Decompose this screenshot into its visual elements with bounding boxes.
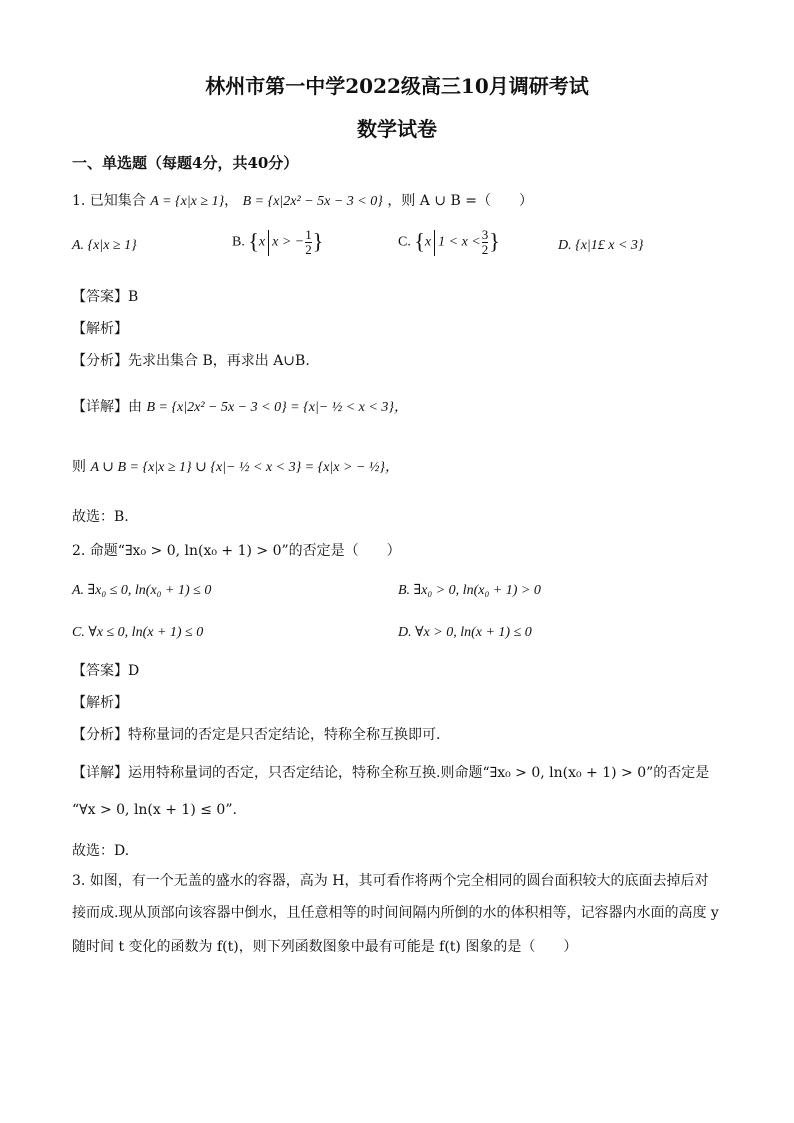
q1-suffix: ，则 A ∪ B =（ ） <box>387 193 533 209</box>
exam-subtitle: 数学试卷 <box>357 117 437 141</box>
q1-detail-label: 【详解】由 <box>72 399 142 415</box>
q3-line-3: 随时间 t 变化的函数为 f(t)，则下列函数图象中最有可能是 f(t) 图象的是（ ） <box>72 939 578 955</box>
q2-option-b: B. ∃x₀ > 0, ln(x₀ + 1) > 0 <box>398 583 541 598</box>
q1-stem: 1. 已知集合 A = {x|x ≥ 1}， B = {x|2x² − 5x − 3 < 0} ，则 A ∪ B =（ ） <box>72 193 533 209</box>
q2-answer: 【答案】D <box>72 663 140 679</box>
q1-option-c-label: C. <box>398 234 411 250</box>
q1-choose: 故选：B. <box>72 509 129 525</box>
q1-set-a: A = {x|x ≥ 1} <box>150 194 225 209</box>
q3-line-1: 3. 如图，有一个无盖的盛水的容器，高为 H，其可看作将两个完全相同的圆台面积较大的底面去掉后对 <box>72 873 709 889</box>
q1-option-b-label: B. <box>232 234 245 250</box>
q1-detail-math-2: A ∪ B = {x|x ≥ 1} ∪ {x|− ½ < x < 3} = {x|x > − ½}， <box>90 460 399 475</box>
q1-prefix: 1. 已知集合 <box>72 193 146 209</box>
q2-option-d: D. ∀x > 0, ln(x + 1) ≤ 0 <box>398 625 532 640</box>
q1-set-b: B = {x|2x² − 5x − 3 < 0} <box>242 194 383 209</box>
q2-analysis-head: 【解析】 <box>72 695 128 711</box>
q2-choose: 故选：D. <box>72 843 130 859</box>
q2-analysis: 【分析】特称量词的否定是只否定结论，特称全称互换即可. <box>72 727 441 743</box>
q1-detail-2-prefix: 则 <box>72 459 86 475</box>
q1-detail-2 <box>72 456 399 476</box>
q2-detail-cont: “∀x > 0, ln(x + 1) ≤ 0”. <box>72 802 237 818</box>
q1-analysis-head: 【解析】 <box>72 321 128 337</box>
q1-detail-math-1: B = {x|2x² − 5x − 3 < 0} = {x|− ½ < x < 3}， <box>146 400 408 415</box>
q1-option-d: D. {x|1£ x < 3} <box>558 238 644 253</box>
q1-option-b: B. {x x > − $\frac{1}{2}$ } <box>232 227 324 257</box>
q1-option-c-text: 1 < x < <box>438 234 481 250</box>
q1-analysis: 【分析】先求出集合 B，再求出 A∪B. <box>72 353 310 369</box>
q3-line-2: 接而成.现从顶部向该容器中倒水，且任意相等的时间间隔内所倒的水的体积相等，记容器内水面的高度 y <box>72 905 719 921</box>
q2-option-a: A. ∃x₀ ≤ 0, ln(x₀ + 1) ≤ 0 <box>72 583 212 598</box>
q1-option-b-text: x > − <box>272 234 305 250</box>
q2-option-c: C. ∀x ≤ 0, ln(x + 1) ≤ 0 <box>72 625 204 640</box>
q1-option-a: A. {x|x ≥ 1} <box>72 238 137 253</box>
q1-option-c-frac: $\frac{3}{2}$ <box>481 227 489 257</box>
q1-option-c: C. {x 1 < x < $\frac{3}{2}$ } <box>398 227 500 257</box>
q2-stem: 2. 命题“∃x₀ > 0, ln(x₀ + 1) > 0”的否定是（ ） <box>72 543 401 559</box>
exam-title: 林州市第一中学2022级高三10月调研考试 <box>205 74 589 98</box>
q1-answer: 【答案】B <box>72 289 139 305</box>
q1-option-b-frac: $\frac{1}{2}$ <box>305 227 312 257</box>
q1-detail-1 <box>72 396 408 416</box>
section-heading: 一、单选题（每题4分，共40分） <box>72 154 299 172</box>
q2-detail: 【详解】运用特称量词的否定，只否定结论，特称全称互换.则命题“∃x₀ > 0, ln(x₀ + 1) > 0”的否定是 <box>72 765 710 781</box>
